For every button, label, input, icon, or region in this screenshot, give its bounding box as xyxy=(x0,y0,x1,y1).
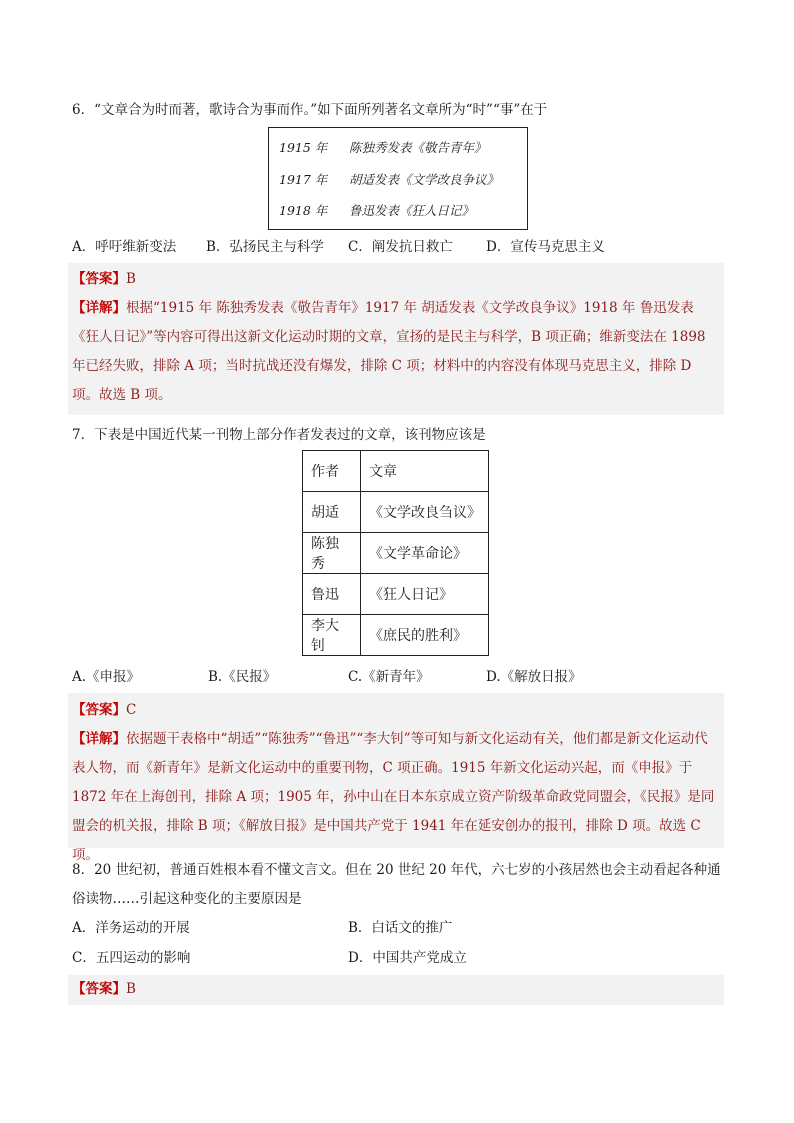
q7-option-d[interactable]: D.《解放日报》 xyxy=(486,669,582,685)
table-header-author: 作者 xyxy=(303,451,361,492)
table-cell-article: 《文学革命论》 xyxy=(361,533,489,574)
q8-option-b[interactable]: B．白话文的推广 xyxy=(348,920,453,936)
table-header-row xyxy=(303,451,489,492)
q7-option-b[interactable]: B.《民报》 xyxy=(208,669,277,685)
detail-tag: 【详解】 xyxy=(72,731,126,747)
q6-row xyxy=(279,170,499,188)
q6-answer: B xyxy=(126,271,136,287)
detail-tag: 【详解】 xyxy=(72,300,126,316)
q7-table xyxy=(302,450,489,656)
table-row xyxy=(303,492,489,533)
table-cell-author: 陈独秀 xyxy=(303,533,361,574)
table-cell-article: 《狂人日记》 xyxy=(361,574,489,615)
q6-row-text: 陈独秀发表《敬告青年》 xyxy=(349,140,487,155)
table-header-article: 文章 xyxy=(361,451,489,492)
q7-answer-block xyxy=(68,693,724,863)
q6-answer-block xyxy=(68,263,724,415)
q6-row-year: 1918 年 xyxy=(279,203,328,218)
q6-detail xyxy=(72,294,720,410)
q6-option-d[interactable]: D．宣传马克思主义 xyxy=(486,239,605,255)
answer-tag: 【答案】 xyxy=(72,981,126,997)
q6-option-a[interactable]: A．呼吁维新变法 xyxy=(72,239,177,255)
q8-option-a[interactable]: A．洋务运动的开展 xyxy=(72,920,190,936)
q6-row-year: 1917 年 xyxy=(279,172,328,187)
q8-stem: 8．20 世纪初，普通百姓根本看不懂文言文。但在 20 世纪 20 年代，六七岁的小孩居然也会主动看起各种通俗读物……引起这种变化的主要原因是 xyxy=(72,862,721,907)
table-row xyxy=(303,533,489,574)
q7-detail-text: 依据题干表格中“胡适”“陈独秀”“鲁迅”“李大钊”等可知与新文化运动有关，他们都是新文化运动代表人物，而《新青年》是新文化运动中的重要刊物，C 项正确。1915 年新文化运动兴起，而《申报》于 1872 年在上海创刊，排除 A 项；1905 年，孙中山在日本东京成立资产阶级革命政党同盟会，《民报》是同盟会的机关报，排除 B 项；《解放日报》是中国共产党于 1941 年在延安创办的报刊，排除 D 项。故选 C 项。 xyxy=(72,731,715,863)
table-cell-article: 《文学改良刍议》 xyxy=(361,492,489,533)
table-row xyxy=(303,574,489,615)
q6-option-b[interactable]: B．弘扬民主与科学 xyxy=(206,239,324,255)
answer-tag: 【答案】 xyxy=(72,702,126,718)
table-cell-article: 《庶民的胜利》 xyxy=(361,615,489,656)
q8-answer: B xyxy=(126,981,136,997)
q7-option-a[interactable]: A.《申报》 xyxy=(72,669,141,685)
q6-row xyxy=(279,201,474,219)
table-cell-author: 胡适 xyxy=(303,492,361,533)
q6-option-c[interactable]: C．阐发抗日救亡 xyxy=(348,239,453,255)
q7-option-c[interactable]: C.《新青年》 xyxy=(348,669,430,685)
q6-row xyxy=(279,138,487,156)
q6-row-text: 胡适发表《文学改良争议》 xyxy=(349,172,500,187)
table-cell-author: 李大钊 xyxy=(303,615,361,656)
table-row xyxy=(303,615,489,656)
q7-answer: C xyxy=(126,702,137,718)
q6-detail-text: 根据“1915 年 陈独秀发表《敬告青年》1917 年 胡适发表《文学改良争议》1918 年 鲁迅发表《狂人日记》”等内容可得出这新文化运动时期的文章，宣扬的是民主与科学，B 项正确；维新变法在 1898 年已经失败，排除 A 项；当时抗战还没有爆发，排除 C 项；材料中的内容没有体现马克思主义，排除 D 项。故选 B 项。 xyxy=(72,300,706,403)
q6-material-box xyxy=(268,127,528,230)
table-cell-author: 鲁迅 xyxy=(303,574,361,615)
answer-tag: 【答案】 xyxy=(72,271,126,287)
q6-row-text: 鲁迅发表《狂人日记》 xyxy=(349,203,475,218)
q8-option-c[interactable]: C．五四运动的影响 xyxy=(72,950,191,966)
q7-answer-line xyxy=(72,696,720,725)
q6-row-year: 1915 年 xyxy=(279,140,328,155)
q7-detail xyxy=(72,725,720,870)
q6-stem: 6．“文章合为时而著，歌诗合为事而作。”如下面所列著名文章所为“时”“事”在于 xyxy=(72,102,548,118)
q8-option-d[interactable]: D．中国共产党成立 xyxy=(348,950,467,966)
q8-answer-block xyxy=(68,975,724,1005)
q6-answer-line xyxy=(72,265,720,294)
q7-stem: 7．下表是中国近代某一刊物上部分作者发表过的文章，该刊物应该是 xyxy=(72,427,486,443)
